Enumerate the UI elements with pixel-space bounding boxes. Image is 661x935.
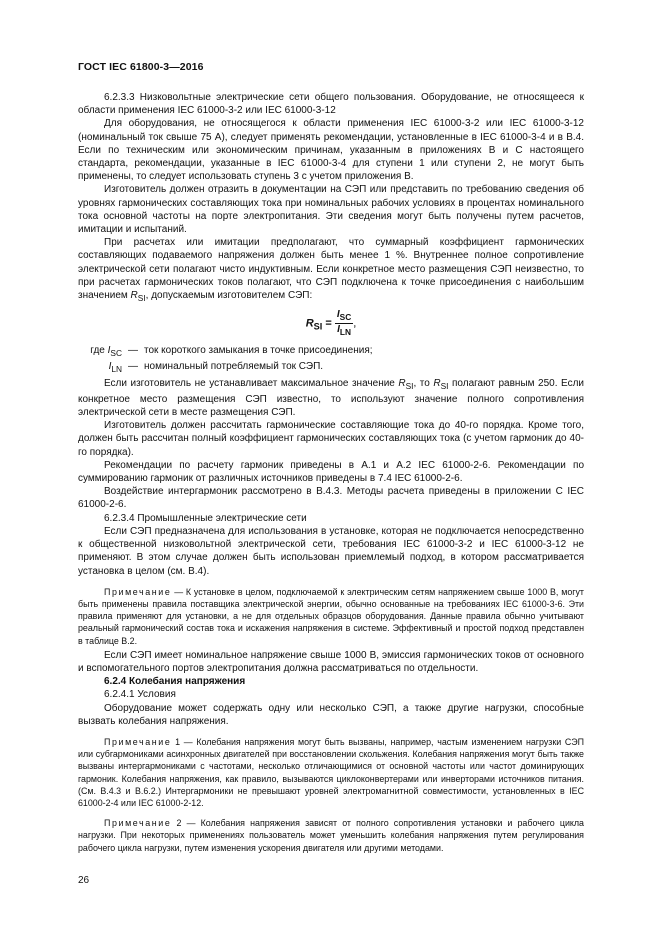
paragraph: Рекомендации по расчету гармоник приведены в А.1 и А.2 IEC 61000-2-6. Рекомендации по суммированию гармоник от различных источников приведены в 7.4 IEC 61000-2-6.	[78, 459, 584, 485]
paragraph-default-rsi: Если изготовитель не устанавливает максимальное значение $R_{SI}$, то $R_{SI}$ полагают равным 250. Если конкретное место размещения СЭП известно, то используют значение полного сопротивления электрической сети в месте размещения СЭП.	[78, 377, 584, 419]
definition-row: где $I_{SC}$ — ток короткого замыкания в точке присоединения;	[90, 345, 373, 359]
symbol-definitions	[78, 344, 584, 376]
definition-row: $I_{LN}$ — номинальный потребляемый ток СЭП.	[108, 361, 324, 375]
clause-6-2-3-4-heading: 6.2.3.4 Промышленные электрические сети	[104, 512, 307, 524]
page-body	[78, 91, 584, 854]
paragraph: Изготовитель должен рассчитать гармонические составляющие тока до 40-го порядка. Кроме того, должен быть рассчитан полный коэффициент гармонических составляющих тока (с учетом гармоник до 40-го порядка).	[78, 420, 584, 458]
page-number: 26	[78, 875, 90, 886]
standard-header: ГОСТ IEC 61800-3—2016	[78, 61, 204, 73]
paragraph: Если СЭП предназначена для использования в установке, которая не подключается непосредственно к общественной низковольтной электрической сети, требования IEC 61000-3-2 и IEC 61000-3-12 не применяют. В этом случае должен быть использован приемлемый подход, в котором рассматривается установка в целом (см. В.4).	[78, 525, 584, 577]
clause-6-2-4-1-heading: 6.2.4.1 Условия	[104, 689, 176, 701]
note-1: Примечание 1 — Колебания напряжения могут быть вызваны, например, частым изменением нагрузки СЭП или субгармониками асинхронных двигателей при восстановлении скольжения. Колебания напряжения могут быть также вызваны интергармониками с частотами, несколько отличающимися от основной частоты или частот доминирующих гармоник. Колебания напряжения, как правило, вызываются циклоконвертерами или инверторами источников питания. (См. В.4.3 и В.6.2.) Интергармоники не превышают уровней электромагнитной совместимости, установленных в IEC 61000-2-4 или IEC 61000-2-12.	[78, 736, 584, 808]
paragraph: Воздействие интергармоник рассмотрено в В.4.3. Методы расчета приведены в приложении С IEC 61000-2-6.	[78, 486, 584, 511]
clause-6-2-3-3-heading: 6.2.3.3 Низковольтные электрические сети общего пользования. Оборудование, не относящееся к области применения IEC 61000-3-2 или IEC 61000-3-12	[78, 92, 584, 117]
paragraph: Для оборудования, не относящегося к области применения IEC 61000-3-2 или IEC 61000-3-12 (номинальный ток свыше 75 А), следует применять рекомендации, установленные в IEC 61000-3-4 и в В.4. Если по техническим или экономическим причинам, указанным в приложениях В и С настоящего стандарта, рекомендации, указанные в IEC 61000-3-4 для ступени 1 или ступени 2, не могут быть применены, то следует использовать ступень 3 с учетом приложения В.	[78, 118, 584, 183]
paragraph: Оборудование может содержать одну или несколько СЭП, а также другие нагрузки, способные вызвать колебания напряжения.	[78, 702, 584, 727]
paragraph: Изготовитель должен отразить в документации на СЭП или представить по требованию сведения об уровнях гармонических составляющих тока при номинальных рабочих условиях в процентах номинального тока основной частоты на порте электропитания. Эти сведения могут быть получены путем расчетов, имитации и испытаний.	[78, 184, 584, 236]
formula-fraction: $\frac{I_{SC}}{I_{LN}}$	[336, 309, 352, 338]
note: Примечание — К установке в целом, подключаемой к электрическим сетям напряжением свыше 1000 В, могут быть применены правила поставщика электрической энергии, обычно основанные на требованиях IEC 61000-3-6. Эти правила применяют для установки, а не для отдельных образцов оборудования. Данные правила обычно учитывают реальный гармонический состав тока и искажения напряжения в системе. Эффективный и простой подход представлен в таблице В.2.	[78, 586, 584, 646]
clause-6-2-4-heading: 6.2.4 Колебания напряжения	[104, 676, 246, 688]
paragraph: Если СЭП имеет номинальное напряжение свыше 1000 В, эмиссия гармонических токов от основного и вспомогательного портов электропитания должна рассматриваться по отдельности.	[78, 649, 584, 674]
note-2: Примечание 2 — Колебания напряжения зависят от полного сопротивления установки и рабочего цикла нагрузки. При некоторых применениях пользователь может уменьшить колебания напряжения путем регулирования рабочего цикла нагрузки, путем изменения ускорения двигателя или другими методами.	[78, 818, 584, 853]
paragraph-rsi: При расчетах или имитации предполагают, что суммарный коэффициент гармонических составляющих подаваемого напряжения должен быть менее 1 %. Внутреннее полное сопротивление электрической сети полагают чисто индуктивным. Если конкретное место размещения СЭП неизвестно, то при расчетах гармонических токов полагают, что СЭП подключена к точке присоединения с наибольшим значением $R_{SI}$, допускаемым изготовителем СЭП:	[78, 237, 584, 304]
formula-rsi: $R_{SI}$ = $\frac{I_{SC}}{I_{LN}}$ ,	[305, 309, 357, 338]
